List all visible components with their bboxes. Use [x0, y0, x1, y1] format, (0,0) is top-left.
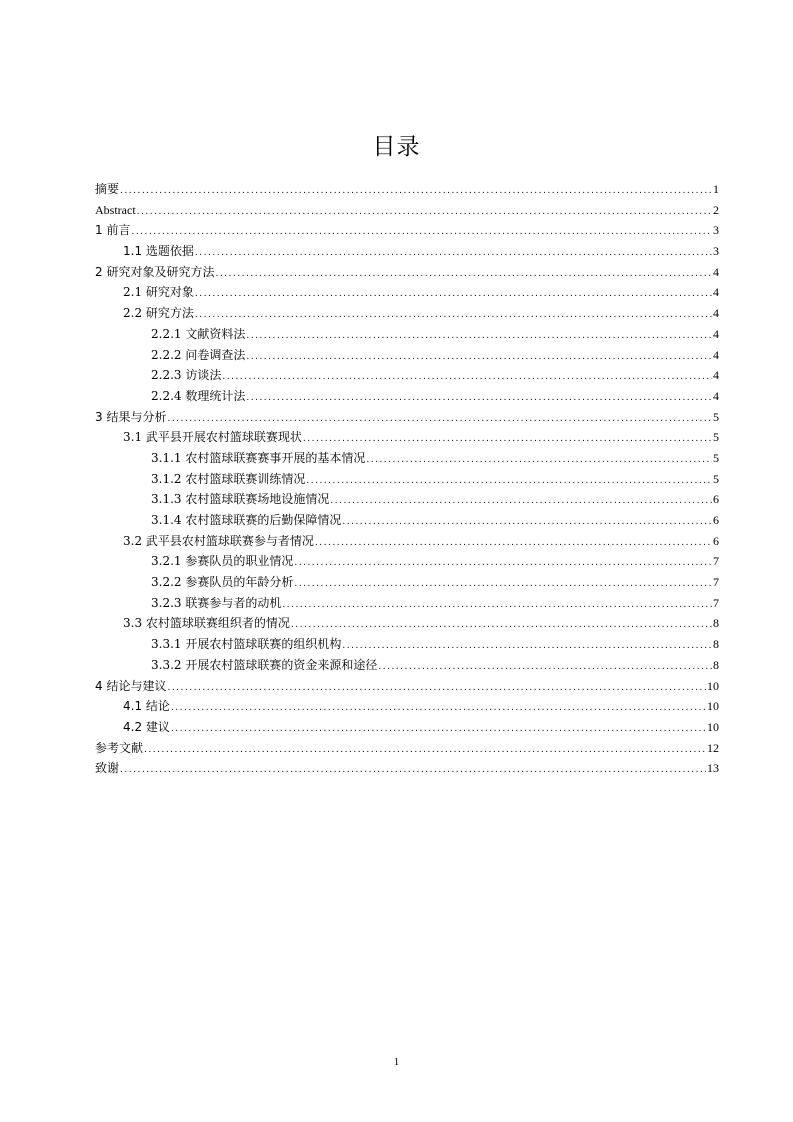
toc-entry[interactable]	[95, 241, 719, 262]
toc-entry[interactable]	[95, 448, 719, 469]
toc-entry[interactable]	[95, 510, 719, 531]
toc-entry-label: 2.2.2 问卷调查法	[151, 347, 246, 362]
toc-entry[interactable]	[95, 324, 719, 345]
toc-entry-label: 3.3.1 开展农村篮球联赛的组织机构	[151, 637, 342, 652]
toc-entry-label: 3.2.3 联赛参与者的动机	[151, 595, 282, 610]
toc-entry-label: 2.2.1 文献资料法	[151, 326, 246, 341]
table-of-contents	[95, 179, 719, 779]
dot-leader	[246, 347, 712, 368]
dot-leader	[246, 388, 712, 409]
dot-leader	[378, 657, 712, 678]
dot-leader	[306, 471, 712, 492]
toc-entry-label: 3 结果与分析	[95, 409, 167, 424]
toc-entry[interactable]	[95, 655, 719, 676]
toc-entry[interactable]	[95, 696, 719, 717]
toc-entry-page: 1	[713, 182, 719, 196]
dot-leader	[137, 202, 712, 223]
toc-entry-page: 8	[713, 637, 719, 652]
toc-entry[interactable]	[95, 717, 719, 738]
toc-entry-page: 6	[713, 513, 719, 527]
toc-entry-label: 3.2.2 参赛队员的年龄分析	[151, 575, 294, 590]
toc-entry[interactable]	[95, 345, 719, 366]
toc-entry-page: 3	[713, 223, 719, 238]
toc-entry[interactable]	[95, 220, 719, 241]
dot-leader	[195, 243, 712, 264]
toc-entry-page: 4	[713, 368, 719, 383]
toc-entry-page: 6	[713, 533, 719, 548]
toc-entry[interactable]	[95, 469, 719, 490]
toc-entry-page: 4	[713, 285, 719, 300]
toc-entry[interactable]	[95, 572, 719, 593]
toc-entry[interactable]	[95, 551, 719, 572]
toc-entry[interactable]	[95, 407, 719, 428]
dot-leader	[222, 367, 712, 388]
dot-leader	[294, 574, 712, 595]
toc-entry-label: 1 前言	[95, 223, 131, 238]
dot-leader	[303, 429, 712, 450]
toc-entry-label: 2.2.3 访谈法	[151, 368, 222, 383]
toc-entry-page: 4	[713, 306, 719, 321]
toc-entry[interactable]	[95, 427, 719, 448]
dot-leader	[366, 450, 712, 471]
toc-entry-label: 3.1.3 农村篮球联赛场地设施情况	[151, 492, 330, 507]
toc-entry[interactable]	[95, 531, 719, 552]
toc-entry-label: 3.3 农村篮球联赛组织者的情况	[123, 616, 290, 631]
dot-leader	[294, 553, 712, 574]
toc-entry-page: 4	[713, 326, 719, 341]
dot-leader	[246, 326, 712, 347]
toc-entry-page: 10	[707, 699, 719, 714]
toc-entry-page: 6	[713, 492, 719, 507]
dot-leader	[315, 533, 712, 554]
dot-leader	[291, 615, 712, 636]
toc-entry-label: 4.2 建议	[123, 719, 170, 734]
toc-entry-page: 5	[713, 409, 719, 424]
dot-leader	[282, 595, 712, 616]
toc-entry-label: 3.1.2 农村篮球联赛训练情况	[151, 471, 306, 486]
toc-entry-label: 3.3.2 开展农村篮球联赛的资金来源和途径	[151, 657, 378, 672]
toc-entry[interactable]	[95, 593, 719, 614]
toc-entry-page: 7	[713, 575, 719, 590]
toc-entry[interactable]	[95, 386, 719, 407]
toc-entry[interactable]	[95, 676, 719, 697]
toc-entry-page: 10	[707, 719, 719, 734]
toc-entry[interactable]	[95, 262, 719, 283]
toc-entry-label: 1.1 选题依据	[123, 244, 194, 259]
toc-entry[interactable]	[95, 758, 719, 779]
toc-entry[interactable]	[95, 489, 719, 510]
toc-entry-label: 3.2 武平县农村篮球联赛参与者情况	[123, 533, 314, 548]
toc-entry-label: 2.1 研究对象	[123, 285, 194, 300]
dot-leader	[120, 760, 706, 781]
toc-entry-label: 2.2.4 数理统计法	[151, 388, 246, 403]
toc-entry[interactable]	[95, 282, 719, 303]
dot-leader	[131, 222, 712, 243]
toc-entry-page: 12	[707, 740, 719, 755]
toc-entry-label: 4.1 结论	[123, 699, 170, 714]
toc-entry-page: 4	[713, 264, 719, 279]
toc-title: 目录	[372, 134, 421, 160]
toc-entry-label: 4 结论与建议	[95, 678, 167, 693]
toc-entry-page: 4	[713, 388, 719, 403]
dot-leader	[171, 698, 706, 719]
toc-entry-page: 13	[707, 761, 719, 776]
toc-entry-page: 10	[707, 678, 719, 693]
toc-entry[interactable]	[95, 303, 719, 324]
toc-entry[interactable]	[95, 613, 719, 634]
toc-entry-label: 2.2 研究方法	[123, 306, 194, 321]
toc-entry-page: 7	[713, 595, 719, 610]
dot-leader	[171, 719, 706, 740]
toc-entry-label: 3.1 武平县开展农村篮球联赛现状	[123, 430, 302, 445]
toc-entry[interactable]	[95, 200, 719, 221]
dot-leader	[195, 284, 712, 305]
footer-page-number: 1	[393, 1056, 400, 1068]
dot-leader	[330, 491, 712, 512]
toc-entry[interactable]	[95, 634, 719, 655]
toc-entry-page: 8	[713, 616, 719, 631]
toc-entry-label: 致谢	[95, 761, 120, 776]
toc-entry[interactable]	[95, 179, 719, 200]
toc-entry-page: 8	[713, 657, 719, 672]
toc-entry-label: 摘要	[95, 182, 120, 196]
toc-entry-page: 7	[713, 554, 719, 569]
dot-leader	[342, 512, 712, 533]
dot-leader	[144, 740, 706, 761]
toc-entry-page: 4	[713, 347, 719, 362]
toc-entry-label: 3.1.4 农村篮球联赛的后勤保障情况	[151, 513, 342, 527]
toc-entry[interactable]	[95, 365, 719, 386]
toc-entry-page: 3	[713, 244, 719, 259]
dot-leader	[215, 264, 712, 285]
toc-entry-page: 5	[713, 471, 719, 486]
dot-leader	[167, 678, 706, 699]
toc-entry-label: 参考文献	[95, 740, 144, 755]
dot-leader	[120, 181, 712, 202]
toc-entry[interactable]	[95, 738, 719, 759]
toc-entry-page: 5	[713, 450, 719, 465]
toc-entry-label: 3.1.1 农村篮球联赛赛事开展的基本情况	[151, 450, 366, 465]
toc-entry-label: Abstract	[95, 202, 136, 217]
dot-leader	[167, 409, 712, 430]
dot-leader	[195, 305, 712, 326]
toc-entry-label: 2 研究对象及研究方法	[95, 264, 215, 279]
toc-entry-page: 5	[713, 430, 719, 445]
toc-entry-page: 2	[713, 202, 719, 217]
dot-leader	[342, 636, 712, 657]
toc-entry-label: 3.2.1 参赛队员的职业情况	[151, 554, 294, 569]
